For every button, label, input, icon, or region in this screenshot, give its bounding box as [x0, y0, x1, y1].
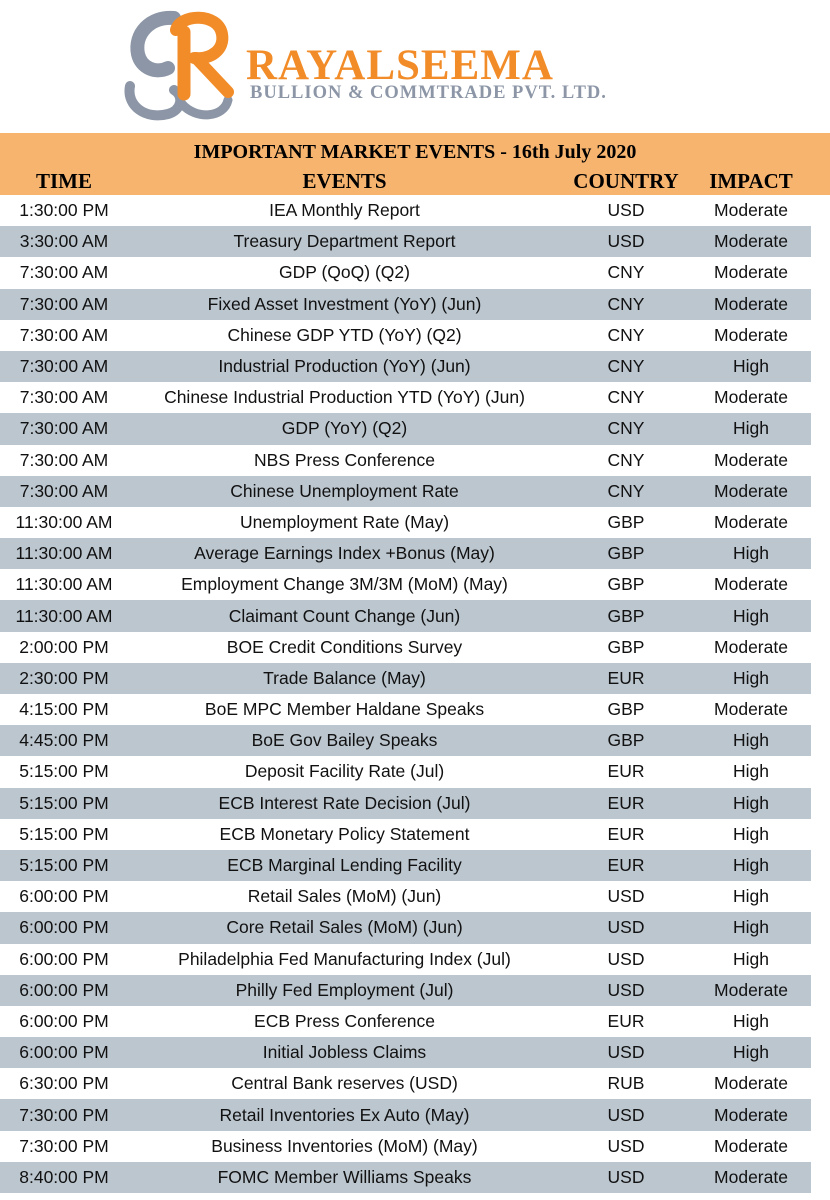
company-header [0, 0, 830, 133]
event-time-cell: 4:15:00 PM [19, 699, 109, 720]
event-name-cell: Philadelphia Fed Manufacturing Index (Jul) [178, 948, 511, 969]
event-impact-cell: High [733, 948, 769, 969]
event-time-cell: 7:30:00 AM [19, 324, 109, 345]
event-country-cell: USD [607, 948, 645, 969]
event-name-cell: Retail Inventories Ex Auto (May) [128, 1099, 561, 1130]
event-time-cell: 6:00:00 PM [0, 1037, 128, 1068]
table-row [0, 445, 811, 476]
event-country-cell: USD [607, 1135, 645, 1156]
event-country-cell: GBP [561, 538, 691, 569]
table-row [0, 944, 811, 975]
event-name-cell: Claimant Count Change (Jun) [128, 600, 561, 631]
event-name-cell: FOMC Member Williams Speaks [128, 1162, 561, 1193]
event-country-cell: GBP [607, 636, 645, 657]
event-impact-cell: High [691, 912, 811, 943]
event-country-cell: GBP [561, 600, 691, 631]
event-time-cell: 6:00:00 PM [19, 1010, 109, 1031]
table-row [0, 1099, 811, 1130]
event-impact-cell: Moderate [691, 1162, 811, 1193]
company-subtitle: BULLION & COMMTRADE PVT. LTD. [250, 83, 607, 103]
table-row [0, 600, 811, 631]
event-time-cell: 11:30:00 AM [15, 574, 113, 595]
table-row [0, 881, 811, 912]
event-country-cell: USD [561, 1162, 691, 1193]
event-time-cell: 7:30:00 AM [19, 449, 109, 470]
event-name-cell: ECB Interest Rate Decision (Jul) [128, 788, 561, 819]
event-time-cell: 5:15:00 PM [0, 850, 128, 881]
table-row [0, 382, 811, 413]
event-name-cell: NBS Press Conference [254, 449, 435, 470]
event-impact-cell: High [691, 1037, 811, 1068]
column-header-events: EVENTS [302, 169, 387, 193]
event-name-cell: GDP (QoQ) (Q2) [279, 262, 410, 283]
event-impact-cell: Moderate [714, 1135, 788, 1156]
event-impact-cell: High [691, 663, 811, 694]
event-name-cell: BoE MPC Member Haldane Speaks [204, 699, 485, 720]
event-impact-cell: Moderate [714, 324, 788, 345]
events-table [0, 195, 811, 1193]
title-band [0, 133, 830, 195]
event-country-cell: GBP [561, 725, 691, 756]
event-impact-cell: Moderate [691, 1099, 811, 1130]
event-impact-cell: High [691, 538, 811, 569]
event-name-cell: Core Retail Sales (MoM) (Jun) [128, 912, 561, 943]
event-country-cell: EUR [607, 761, 645, 782]
rayalseema-logo-icon [122, 8, 240, 126]
event-time-cell: 7:30:00 PM [0, 1099, 128, 1130]
event-impact-cell: Moderate [691, 476, 811, 507]
event-time-cell: 11:30:00 AM [0, 600, 128, 631]
event-name-cell: Philly Fed Employment (Jul) [128, 975, 561, 1006]
event-time-cell: 6:00:00 PM [19, 948, 109, 969]
event-country-cell: GBP [607, 511, 645, 532]
table-row [0, 1068, 811, 1099]
event-impact-cell: Moderate [714, 1073, 788, 1094]
event-impact-cell: High [733, 823, 769, 844]
event-time-cell: 7:30:00 AM [0, 476, 128, 507]
event-time-cell: 6:00:00 PM [0, 975, 128, 1006]
event-country-cell: USD [561, 1037, 691, 1068]
event-country-cell: CNY [561, 413, 691, 444]
event-country-cell: USD [607, 200, 645, 221]
event-name-cell: Central Bank reserves (USD) [231, 1073, 458, 1094]
event-impact-cell: High [691, 600, 811, 631]
event-name-cell: Chinese Unemployment Rate [128, 476, 561, 507]
event-country-cell: CNY [561, 476, 691, 507]
event-name-cell: Business Inventories (MoM) (May) [211, 1135, 478, 1156]
event-impact-cell: Moderate [691, 289, 811, 320]
event-impact-cell: High [691, 413, 811, 444]
event-country-cell: CNY [607, 262, 645, 283]
event-time-cell: 5:15:00 PM [19, 761, 109, 782]
table-row [0, 1037, 811, 1068]
event-name-cell: Average Earnings Index +Bonus (May) [128, 538, 561, 569]
event-name-cell: Unemployment Rate (May) [239, 511, 450, 532]
event-time-cell: 6:30:00 PM [19, 1073, 109, 1094]
event-country-cell: CNY [561, 289, 691, 320]
event-impact-cell: High [691, 725, 811, 756]
event-time-cell: 5:15:00 PM [19, 823, 109, 844]
event-country-cell: EUR [561, 663, 691, 694]
table-row [0, 226, 811, 257]
event-name-cell: ECB Marginal Lending Facility [128, 850, 561, 881]
event-country-cell: EUR [607, 1010, 645, 1031]
event-time-cell: 11:30:00 AM [0, 538, 128, 569]
event-name-cell: Industrial Production (YoY) (Jun) [128, 351, 561, 382]
event-name-cell: Retail Sales (MoM) (Jun) [247, 886, 442, 907]
event-country-cell: USD [607, 886, 645, 907]
event-impact-cell: Moderate [691, 226, 811, 257]
event-name-cell: Chinese GDP YTD (YoY) (Q2) [227, 324, 462, 345]
table-row [0, 257, 811, 288]
event-country-cell: EUR [561, 850, 691, 881]
table-row [0, 663, 811, 694]
table-row [0, 569, 811, 600]
event-country-cell: USD [561, 975, 691, 1006]
table-row [0, 1006, 811, 1037]
event-impact-cell: Moderate [714, 574, 788, 595]
table-row [0, 850, 811, 881]
event-impact-cell: Moderate [714, 636, 788, 657]
event-country-cell: GBP [607, 574, 645, 595]
table-row [0, 476, 811, 507]
event-name-cell: Initial Jobless Claims [128, 1037, 561, 1068]
event-country-cell: USD [561, 912, 691, 943]
event-time-cell: 7:30:00 AM [19, 387, 109, 408]
event-time-cell: 5:15:00 PM [0, 788, 128, 819]
event-country-cell: CNY [607, 324, 645, 345]
event-time-cell: 4:45:00 PM [0, 725, 128, 756]
event-impact-cell: High [691, 788, 811, 819]
company-name: RAYALSEEMA [246, 42, 554, 89]
table-row [0, 289, 811, 320]
event-name-cell: Treasury Department Report [128, 226, 561, 257]
event-impact-cell: High [733, 761, 769, 782]
event-country-cell: USD [561, 1099, 691, 1130]
event-name-cell: BoE Gov Bailey Speaks [128, 725, 561, 756]
table-row [0, 756, 811, 787]
event-country-cell: EUR [561, 788, 691, 819]
event-impact-cell: Moderate [691, 975, 811, 1006]
column-header-country: COUNTRY [573, 169, 679, 193]
column-header-impact: IMPACT [709, 169, 793, 193]
event-name-cell: BOE Credit Conditions Survey [226, 636, 463, 657]
table-row [0, 725, 811, 756]
event-time-cell: 11:30:00 AM [15, 511, 113, 532]
table-row [0, 975, 811, 1006]
event-time-cell: 1:30:00 PM [19, 200, 109, 221]
event-impact-cell: Moderate [714, 200, 788, 221]
event-impact-cell: Moderate [714, 511, 788, 532]
table-row [0, 694, 811, 725]
table-row [0, 632, 811, 663]
event-name-cell: IEA Monthly Report [269, 200, 420, 221]
column-header-time: TIME [35, 169, 92, 193]
event-time-cell: 2:30:00 PM [0, 663, 128, 694]
table-row [0, 320, 811, 351]
table-row [0, 1162, 811, 1193]
event-name-cell: ECB Monetary Policy Statement [219, 823, 470, 844]
event-name-cell: Fixed Asset Investment (YoY) (Jun) [128, 289, 561, 320]
event-country-cell: CNY [561, 351, 691, 382]
event-time-cell: 7:30:00 AM [0, 351, 128, 382]
event-country-cell: CNY [607, 449, 645, 470]
event-country-cell: CNY [607, 387, 645, 408]
event-name-cell: GDP (YoY) (Q2) [128, 413, 561, 444]
page-title: IMPORTANT MARKET EVENTS - 16th July 2020 [193, 141, 637, 163]
event-name-cell: Deposit Facility Rate (Jul) [244, 761, 445, 782]
table-row [0, 413, 811, 444]
event-name-cell: ECB Press Conference [254, 1010, 435, 1031]
event-impact-cell: Moderate [714, 387, 788, 408]
event-country-cell: GBP [607, 699, 645, 720]
table-row [0, 538, 811, 569]
event-time-cell: 2:00:00 PM [19, 636, 109, 657]
event-time-cell: 7:30:00 AM [0, 413, 128, 444]
event-time-cell: 7:30:00 AM [19, 262, 109, 283]
event-impact-cell: High [691, 351, 811, 382]
event-impact-cell: High [733, 1010, 769, 1031]
event-time-cell: 8:40:00 PM [0, 1162, 128, 1193]
event-time-cell: 6:00:00 PM [0, 912, 128, 943]
event-impact-cell: High [691, 850, 811, 881]
event-time-cell: 6:00:00 PM [19, 886, 109, 907]
event-country-cell: RUB [607, 1073, 645, 1094]
event-name-cell: Chinese Industrial Production YTD (YoY) (Jun) [164, 387, 525, 408]
table-row [0, 351, 811, 382]
events-table-body [0, 195, 811, 1193]
event-time-cell: 7:30:00 PM [19, 1135, 109, 1156]
event-time-cell: 3:30:00 AM [0, 226, 128, 257]
event-impact-cell: Moderate [714, 449, 788, 470]
event-impact-cell: Moderate [714, 699, 788, 720]
table-row [0, 507, 811, 538]
table-row [0, 788, 811, 819]
event-name-cell: Employment Change 3M/3M (MoM) (May) [181, 574, 508, 595]
event-impact-cell: High [733, 886, 769, 907]
event-country-cell: USD [561, 226, 691, 257]
table-row [0, 195, 811, 226]
event-name-cell: Trade Balance (May) [128, 663, 561, 694]
event-impact-cell: Moderate [714, 262, 788, 283]
event-time-cell: 7:30:00 AM [0, 289, 128, 320]
table-row [0, 912, 811, 943]
event-country-cell: EUR [607, 823, 645, 844]
table-row [0, 1131, 811, 1162]
table-row [0, 819, 811, 850]
